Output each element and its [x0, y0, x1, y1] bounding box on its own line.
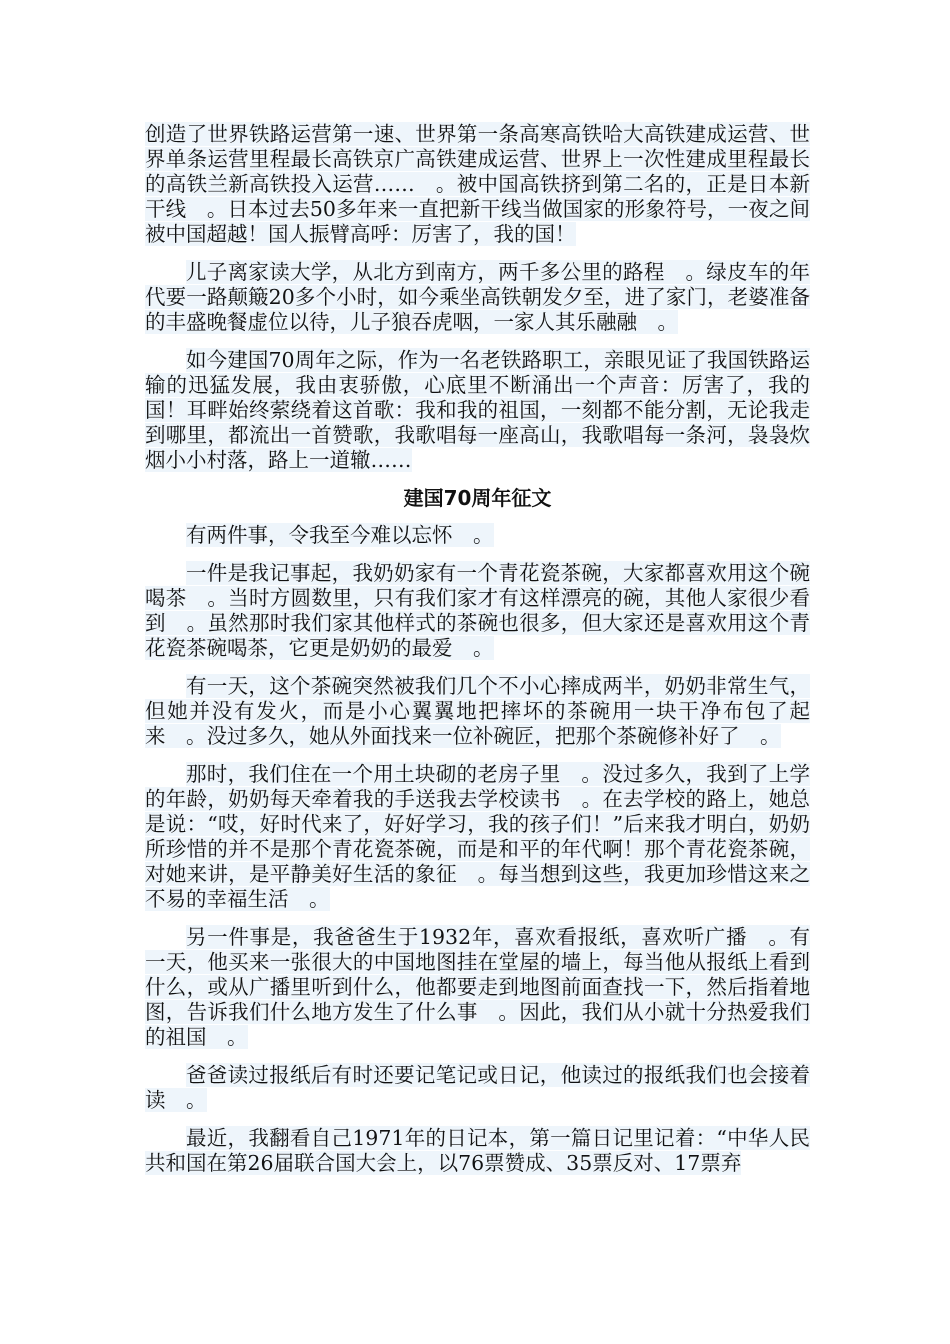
document-page — [145, 122, 810, 1189]
paragraph-3: 如今建国70周年之际，作为一名老铁路职工，亲眼见证了我国铁路运输的迅猛发展，我由衷骄傲，心底里不断涌出一个声音：厉害了，我的国！耳畔始终萦绕着这首歌：我和我的祖国，一刻都不能分割，无论我走到哪里，都流出一首赞歌，我歌唱每一座高山，我歌唱每一条河，袅袅炊烟小小村落，路上一道辙…… — [145, 348, 810, 472]
paragraph-9: 爸爸读过报纸后有时还要记笔记或日记，他读过的报纸我们也会接着读 。 — [145, 1063, 810, 1112]
paragraph-4: 有两件事，令我至今难以忘怀 。 — [186, 523, 494, 547]
paragraph-7: 那时，我们住在一个用土块砌的老房子里 。没过多久，我到了上学的年龄，奶奶每天牵着我的手送我去学校读书 。在去学校的路上，她总是说：“哎，好时代来了，好好学习，我的孩子们！”后来我才明白，奶奶所珍惜的并不是那个青花瓷茶碗，而是和平的年代啊！那个青花瓷茶碗，对她来讲，是平静美好生活的象征 。每当想到这些，我更加珍惜这来之不易的幸福生活 。 — [145, 762, 810, 911]
paragraph-6: 有一天，这个茶碗突然被我们几个不小心摔成两半，奶奶非常生气，但她并没有发火，而是小心翼翼地把摔坏的茶碗用一块干净布包了起来 。没过多久，她从外面找来一位补碗匠，把那个茶碗修补好了 。 — [145, 674, 810, 748]
paragraph-2: 儿子离家读大学，从北方到南方，两千多公里的路程 。绿皮车的年代要一路颠簸20多个小时，如今乘坐高铁朝发夕至，进了家门，老婆准备的丰盛晚餐虚位以待，儿子狼吞虎咽，一家人其乐融融 。 — [145, 260, 810, 334]
paragraph-8: 另一件事是，我爸爸生于1932年，喜欢看报纸，喜欢听广播 。有一天，他买来一张很大的中国地图挂在堂屋的墙上，每当他从报纸上看到什么，或从广播里听到什么，他都要走到地图前面查找一下，然后指着地图，告诉我们什么地方发生了什么事 。因此，我们从小就十分热爱我们的祖国 。 — [145, 925, 810, 1049]
paragraph-1: 创造了世界铁路运营第一速、世界第一条高寒高铁哈大高铁建成运营、世界单条运营里程最长高铁京广高铁建成运营、世界上一次性建成里程最长的高铁兰新高铁投入运营…… 。被中国高铁挤到第二名的，正是日本新干线 。日本过去50多年来一直把新干线当做国家的形象符号，一夜之间被中国超越！国人振臂高呼：厉害了，我的国！ — [145, 122, 810, 246]
paragraph-10: 最近，我翻看自己1971年的日记本，第一篇日记里记着：“中华人民共和国在第26届联合国大会上，以76票赞成、35票反对、17票弃 — [145, 1126, 810, 1175]
section-heading: 建国70周年征文 — [403, 486, 552, 510]
paragraph-5: 一件是我记事起，我奶奶家有一个青花瓷茶碗，大家都喜欢用这个碗喝茶 。当时方圆数里，只有我们家才有这样漂亮的碗，其他人家很少看到 。虽然那时我们家其他样式的茶碗也很多，但大家还是喜欢用这个青花瓷茶碗喝茶，它更是奶奶的最爱 。 — [145, 561, 810, 660]
